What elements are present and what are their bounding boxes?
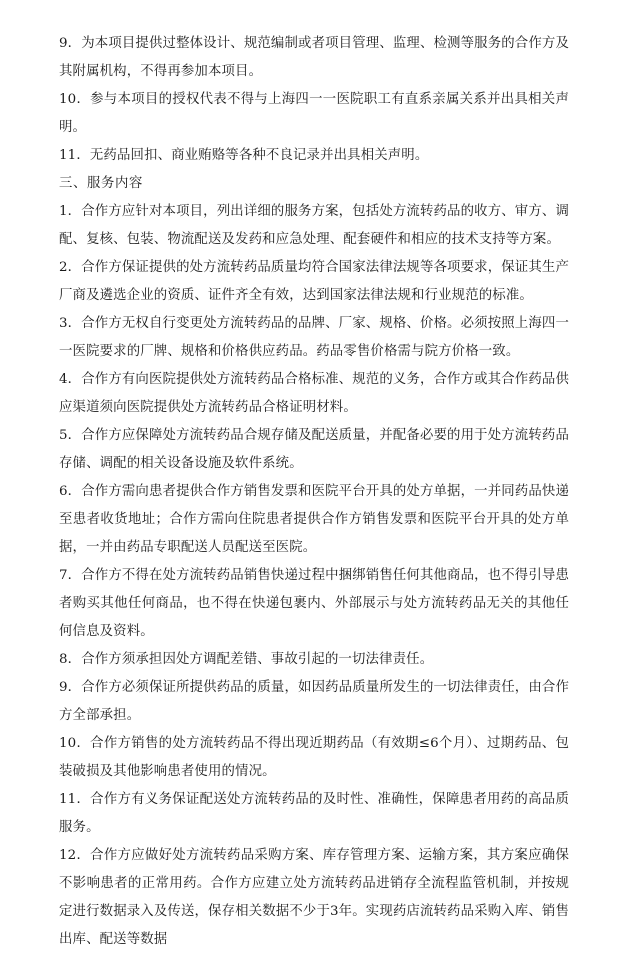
paragraph: 10．参与本项目的授权代表不得与上海四一一医院职工有直系亲属关系并出具相关声明。 bbox=[59, 92, 569, 135]
paragraph: 9．合作方必须保证所提供药品的质量，如因药品质量所发生的一切法律责任，由合作方全部承担。 bbox=[59, 680, 569, 723]
section-heading: 三、服务内容 bbox=[59, 176, 143, 191]
paragraph: 4．合作方有向医院提供处方流转药品合格标准、规范的义务，合作方或其合作药品供应渠道须向医院提供处方流转药品合格证明材料。 bbox=[59, 372, 569, 415]
document-body bbox=[59, 30, 569, 954]
paragraph: 7．合作方不得在处方流转药品销售快递过程中捆绑销售任何其他商品，也不得引导患者购买其他任何商品，也不得在快递包裹内、外部展示与处方流转药品无关的其他任何信息及资料。 bbox=[59, 568, 569, 639]
paragraph: 2．合作方保证提供的处方流转药品质量均符合国家法律法规等各项要求，保证其生产厂商及遴选企业的资质、证件齐全有效，达到国家法律法规和行业规范的标准。 bbox=[59, 260, 569, 303]
paragraph: 12．合作方应做好处方流转药品采购方案、库存管理方案、运输方案，其方案应确保不影响患者的正常用药。合作方应建立处方流转药品进销存全流程监管机制，并按规定进行数据录入及传送，保存相关数据不少于3年。实现药店流转药品采购入库、销售出库、配送等数据 bbox=[59, 848, 569, 947]
paragraph: 5．合作方应保障处方流转药品合规存储及配送质量，并配备必要的用于处方流转药品存储、调配的相关设备设施及软件系统。 bbox=[59, 428, 569, 471]
paragraph: 3．合作方无权自行变更处方流转药品的品牌、厂家、规格、价格。必须按照上海四一一医院要求的厂牌、规格和价格供应药品。药品零售价格需与院方价格一致。 bbox=[59, 316, 569, 359]
paragraph: 1．合作方应针对本项目，列出详细的服务方案，包括处方流转药品的收方、审方、调配、复核、包装、物流配送及发药和应急处理、配套硬件和相应的技术支持等方案。 bbox=[59, 204, 569, 247]
paragraph: 10．合作方销售的处方流转药品不得出现近期药品（有效期≤6个月）、过期药品、包装破损及其他影响患者使用的情况。 bbox=[59, 736, 569, 779]
paragraph: 11．无药品回扣、商业贿赂等各种不良记录并出具相关声明。 bbox=[59, 148, 429, 163]
paragraph: 6．合作方需向患者提供合作方销售发票和医院平台开具的处方单据，一并同药品快递至患者收货地址；合作方需向住院患者提供合作方销售发票和医院平台开具的处方单据，一并由药品专职配送人员配送至医院。 bbox=[59, 484, 569, 555]
paragraph: 8．合作方须承担因处方调配差错、事故引起的一切法律责任。 bbox=[59, 652, 434, 667]
paragraph: 9．为本项目提供过整体设计、规范编制或者项目管理、监理、检测等服务的合作方及其附属机构，不得再参加本项目。 bbox=[59, 36, 569, 79]
paragraph: 11．合作方有义务保证配送处方流转药品的及时性、准确性，保障患者用药的高品质服务。 bbox=[59, 792, 569, 835]
